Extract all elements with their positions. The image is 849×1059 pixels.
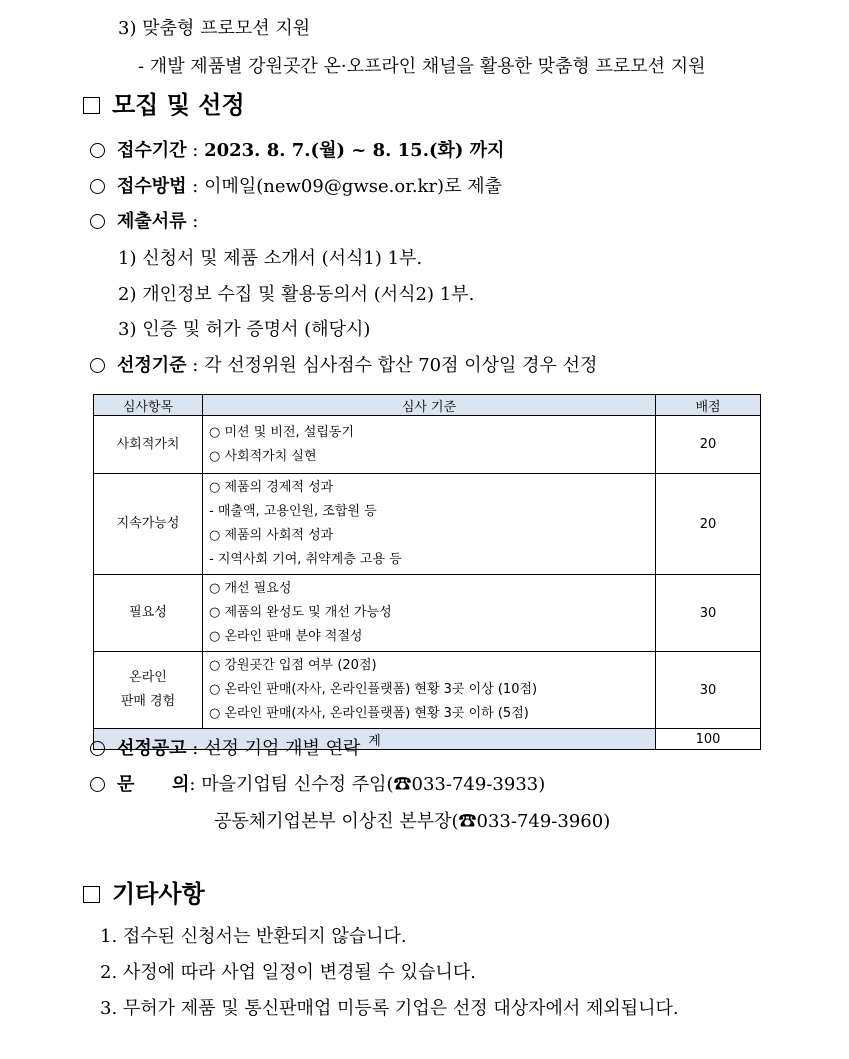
doc-item: 1) 신청서 및 제품 소개서 (서식1) 1부. — [118, 248, 423, 269]
announce-value: 선정 기업 개별 연락 — [204, 738, 361, 759]
criteria-line: ○ 미션 및 비전, 설립동기 — [209, 424, 355, 440]
header-category: 심사항목 — [94, 395, 203, 416]
section-heading-etc — [83, 879, 205, 909]
announce-label: 선정공고 — [117, 738, 187, 759]
criteria-line: ○ 온라인 판매(자사, 온라인플랫폼) 현황 3곳 이상 (10점) — [209, 682, 538, 697]
docs-row: 제출서류 : — [90, 210, 198, 234]
row-points: 30 — [656, 652, 761, 729]
circle-bullet-icon — [90, 143, 105, 158]
header-points: 배점 — [656, 395, 761, 416]
criteria-line: ○ 온라인 판매 분야 적절성 — [209, 629, 363, 644]
etc-item: 1. 접수된 신청서는 반환되지 않습니다. — [100, 926, 407, 947]
criteria-label: 선정기준 — [117, 355, 187, 376]
circle-bullet-icon — [90, 358, 105, 373]
section-heading-text: 모집 및 선정 — [112, 91, 245, 119]
doc-item: 3) 인증 및 허가 증명서 (해당시) — [118, 319, 371, 340]
criteria-line: - 매출액, 고용인원, 조합원 등 — [209, 504, 377, 519]
table-row — [94, 474, 761, 575]
square-bullet-icon — [83, 886, 100, 903]
category-line: 온라인 — [129, 670, 167, 685]
docs-label: 제출서류 — [117, 211, 187, 232]
circle-bullet-icon — [90, 214, 105, 229]
criteria-row: 선정기준 : 각 선정위원 심사점수 합산 70점 이상일 경우 선정 — [90, 354, 597, 378]
table-row — [94, 416, 761, 474]
header-criteria: 심사 기준 — [203, 395, 656, 416]
table-header-row — [94, 395, 761, 416]
row-category — [94, 652, 203, 729]
inquiry-contact-2: 공동체기업본부 이상진 본부장(☎033-749-3960) — [214, 811, 611, 832]
inquiry-row: 문 의: 마을기업팀 신수정 주임(☎033-749-3933) — [90, 773, 545, 797]
period-value: 2023. 8. 7.(월) ~ 8. 15.(화) 까지 — [204, 140, 505, 161]
square-bullet-icon — [83, 97, 100, 114]
period-label: 접수기간 — [117, 140, 187, 161]
row-criteria — [203, 575, 656, 652]
section-heading-recruit — [83, 90, 245, 120]
row-criteria — [203, 652, 656, 729]
row-category: 사회적가치 — [94, 416, 203, 474]
row-points: 20 — [656, 416, 761, 474]
method-label: 접수방법 — [117, 176, 187, 197]
table-row — [94, 575, 761, 652]
criteria-line: ○ 제품의 경제적 성과 — [209, 480, 334, 495]
criteria-line: - 지역사회 기여, 취약계층 고용 등 — [209, 552, 402, 567]
row-category: 필요성 — [94, 575, 203, 652]
criteria-line: ○ 개선 필요성 — [209, 581, 292, 596]
row-criteria — [203, 474, 656, 575]
method-row: 접수방법 : 이메일(new09@gwse.or.kr)로 제출 — [90, 175, 502, 199]
category-line: 판매 경험 — [120, 694, 176, 709]
period-row: 접수기간 : 2023. 8. 7.(월) ~ 8. 15.(화) 까지 — [90, 139, 504, 163]
criteria-value: 각 선정위원 심사점수 합산 70점 이상일 경우 선정 — [204, 355, 598, 376]
inquiry-label: 문 의 — [117, 774, 190, 795]
inquiry-contact-1: 마을기업팀 신수정 주임(☎033-749-3933) — [201, 774, 546, 795]
etc-item: 3. 무허가 제품 및 통신판매업 미등록 기업은 선정 대상자에서 제외됩니다. — [100, 998, 679, 1019]
row-category: 지속가능성 — [94, 474, 203, 575]
evaluation-table — [93, 394, 761, 750]
row-points: 20 — [656, 474, 761, 575]
row-points: 30 — [656, 575, 761, 652]
table-row — [94, 652, 761, 729]
doc-item: 2) 개인정보 수집 및 활용동의서 (서식2) 1부. — [118, 284, 475, 305]
method-value: 이메일(new09@gwse.or.kr)로 제출 — [204, 176, 502, 197]
etc-item: 2. 사정에 따라 사업 일정이 변경될 수 있습니다. — [100, 962, 476, 983]
row-criteria — [203, 416, 656, 474]
criteria-line: ○ 제품의 사회적 성과 — [209, 528, 334, 543]
section-heading-text: 기타사항 — [112, 880, 205, 908]
promotion-item: 3) 맞춤형 프로모션 지원 — [118, 18, 311, 39]
criteria-line: ○ 제품의 완성도 및 개선 가능성 — [209, 605, 392, 620]
circle-bullet-icon — [90, 741, 105, 756]
total-points: 100 — [656, 729, 761, 750]
circle-bullet-icon — [90, 179, 105, 194]
criteria-line: ○ 강원곳간 입점 여부 (20점) — [209, 658, 377, 673]
circle-bullet-icon — [90, 777, 105, 792]
announce-row: 선정공고 : 선정 기업 개별 연락 — [90, 737, 360, 761]
promotion-item-detail: - 개발 제품별 강원곳간 온·오프라인 채널을 활용한 맞춤형 프로모션 지원 — [138, 56, 706, 77]
total-label: 계 — [94, 729, 656, 750]
criteria-line: ○ 사회적가치 실현 — [209, 448, 317, 464]
criteria-line: ○ 온라인 판매(자사, 온라인플랫폼) 현황 3곳 이하 (5점) — [209, 706, 529, 721]
